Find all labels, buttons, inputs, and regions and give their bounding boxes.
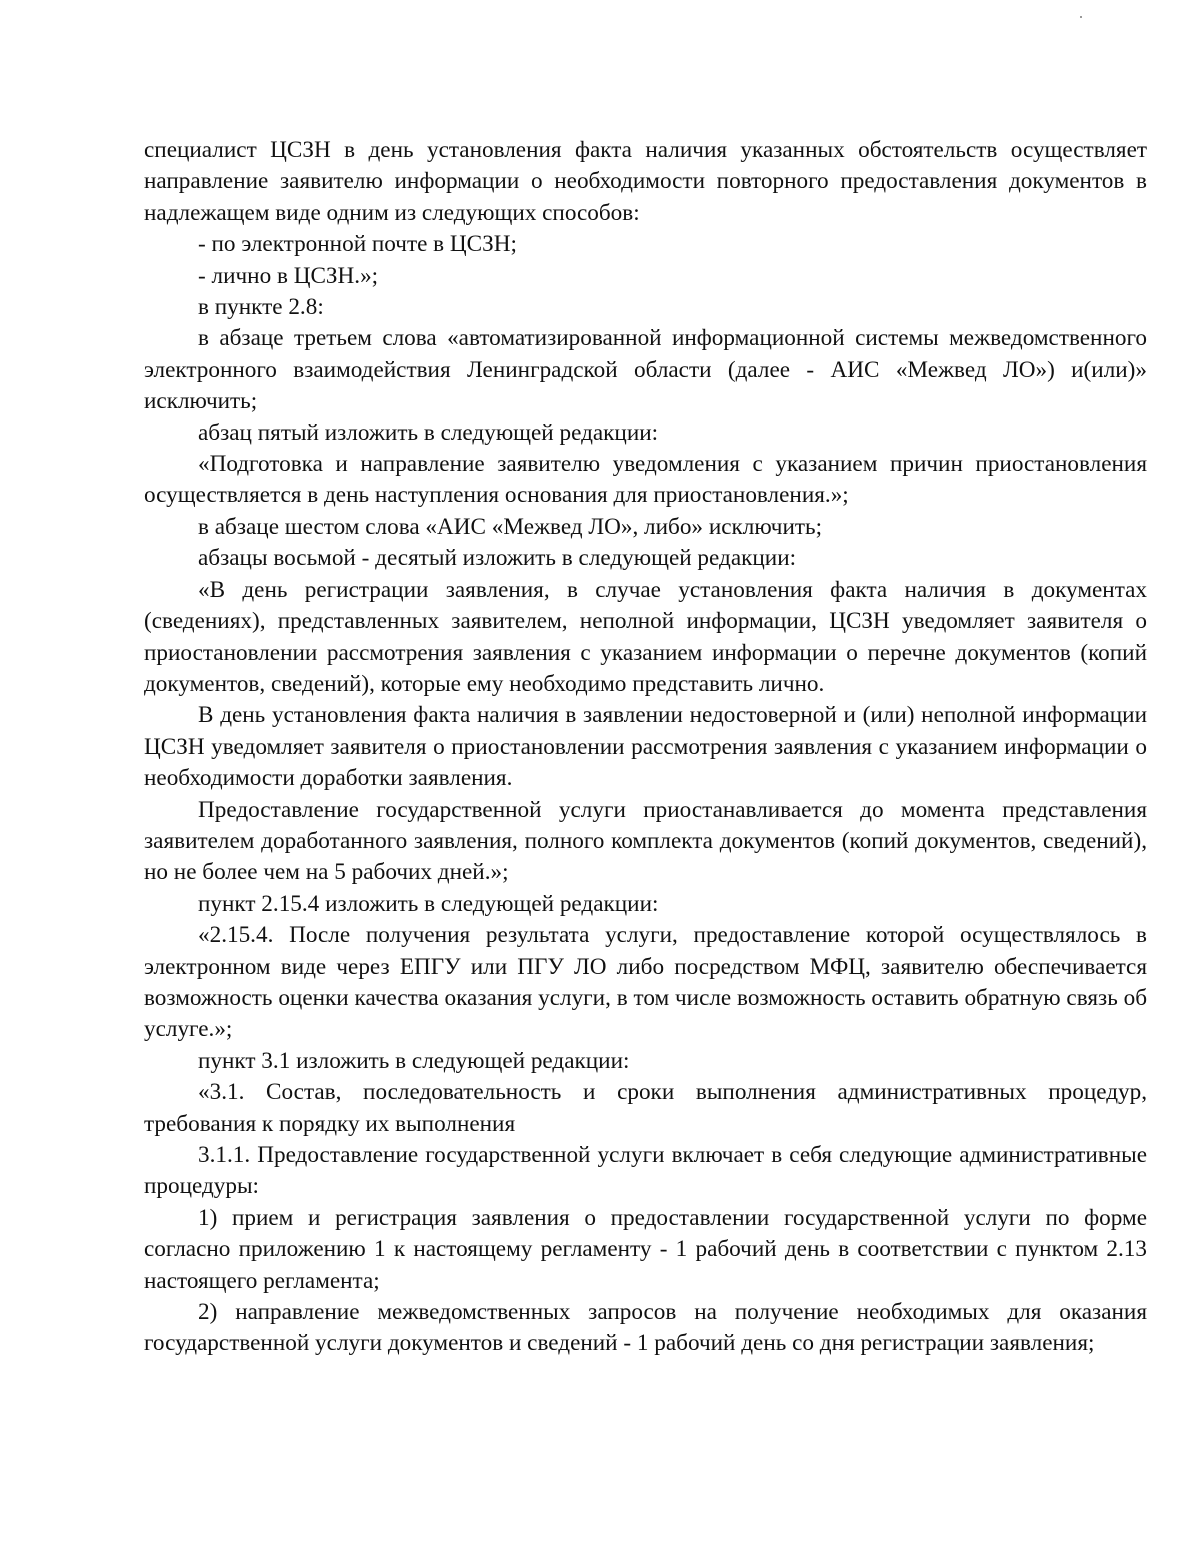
scan-artifact (1080, 16, 1082, 18)
paragraph: в абзаце шестом слова «АИС «Межвед ЛО», либо» исключить; (198, 513, 823, 540)
paragraph: Предоставление государственной услуги приостанавливается до момента представления заявителем доработанного заявления, полного комплекта документов (копий документов, сведений), но не более чем на 5 рабочих дней.»; (144, 796, 1147, 886)
paragraph: В день установления факта наличия в заявлении недостоверной и (или) неполной информации ЦСЗН уведомляет заявителя о приостановлении рассмотрения заявления с указанием информации о необходимости доработки заявления. (144, 702, 1147, 792)
paragraph: - лично в ЦСЗН.»; (198, 262, 379, 289)
paragraph: 2) направление межведомственных запросов на получение необходимых для оказания государственной услуги документов и сведений - 1 рабочий день со дня регистрации заявления; (144, 1299, 1147, 1357)
paragraph: пункт 2.15.4 изложить в следующей редакции: (198, 890, 659, 917)
paragraph: «3.1. Состав, последовательность и сроки выполнения административных процедур, требования к порядку их выполнения (144, 1079, 1147, 1137)
paragraph: «В день регистрации заявления, в случае установления факта наличия в документах (сведениях), представленных заявителем, неполной информации, ЦСЗН уведомляет заявителя о приостановлении рассмотрения заявления с указанием информации о перечне документов (копий документов, сведений), которые ему необходимо представить лично. (144, 576, 1147, 697)
paragraph: 1) прием и регистрация заявления о предоставлении государственной услуги по форме согласно приложению 1 к настоящему регламенту - 1 рабочий день в соответствии с пунктом 2.13 настоящего регламента; (144, 1204, 1147, 1294)
paragraph: - по электронной почте в ЦСЗН; (198, 231, 517, 258)
paragraph: в пункте 2.8: (198, 294, 324, 321)
document-body (144, 135, 1147, 1360)
paragraph: «2.15.4. После получения результата услуги, предоставление которой осуществлялось в электронном виде через ЕПГУ или ПГУ ЛО либо посредством МФЦ, заявителю обеспечивается возможность оценки качества оказания услуги, в том числе возможность оставить обратную связь об услуге.»; (144, 922, 1147, 1043)
paragraph: пункт 3.1 изложить в следующей редакции: (198, 1047, 630, 1074)
paragraph: в абзаце третьем слова «автоматизированной информационной системы межведомственного электронного взаимодействия Ленинградской области (далее - АИС «Межвед ЛО») и(или)» исключить; (144, 325, 1147, 415)
paragraph: «Подготовка и направление заявителю уведомления с указанием причин приостановления осуществляется в день наступления основания для приостановления.»; (144, 451, 1147, 509)
paragraph: абзац пятый изложить в следующей редакции: (198, 419, 659, 446)
paragraph: специалист ЦСЗН в день установления факта наличия указанных обстоятельств осуществляет направление заявителю информации о необходимости повторного предоставления документов в надлежащем виде одним из следующих способов: (144, 137, 1147, 226)
paragraph: абзацы восьмой - десятый изложить в следующей редакции: (198, 545, 797, 572)
paragraph: 3.1.1. Предоставление государственной услуги включает в себя следующие административные процедуры: (144, 1142, 1147, 1200)
